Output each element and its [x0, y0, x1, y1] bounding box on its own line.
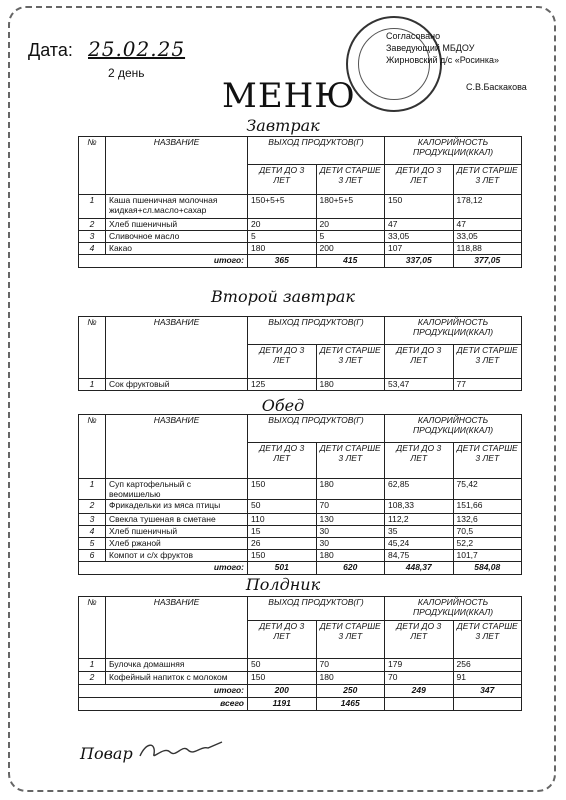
row-kcal-under3: 33,05	[385, 231, 454, 243]
row-output-under3: 5	[248, 231, 317, 243]
row-no: 2	[79, 672, 106, 685]
approval-block	[386, 30, 499, 66]
row-output-under3: 125	[248, 379, 317, 391]
table-row	[79, 231, 522, 243]
col-name: НАЗВАНИЕ	[106, 137, 248, 195]
table-row	[79, 195, 522, 219]
section-title-lunch: Обед	[261, 396, 305, 415]
row-name: Хлеб ржаной	[106, 538, 248, 550]
row-kcal-under3: 70	[385, 672, 454, 685]
total-kcal-under3: 249	[385, 685, 454, 698]
col-over3: ДЕТИ СТАРШЕ 3 ЛЕТ	[316, 621, 385, 659]
grand-total-under3: 1191	[248, 698, 317, 711]
row-output-under3: 15	[248, 526, 317, 538]
table-row	[79, 659, 522, 672]
col-over3: ДЕТИ СТАРШЕ 3 ЛЕТ	[453, 165, 522, 195]
row-output-under3: 150	[248, 672, 317, 685]
col-no: №	[79, 597, 106, 659]
table-row	[79, 672, 522, 685]
row-output-over3: 30	[316, 526, 385, 538]
row-output-under3: 150	[248, 550, 317, 562]
col-under3: ДЕТИ ДО 3 ЛЕТ	[248, 345, 317, 379]
total-output-under3: 365	[248, 255, 317, 268]
row-kcal-under3: 35	[385, 526, 454, 538]
row-kcal-over3: 101,7	[453, 550, 522, 562]
approve-line: Согласовано	[386, 31, 441, 41]
row-kcal-over3: 75,42	[453, 479, 522, 500]
total-output-under3: 501	[248, 562, 317, 575]
section-title-second-breakfast: Второй завтрак	[211, 287, 355, 306]
row-name: Сок фруктовый	[106, 379, 248, 391]
row-kcal-over3: 256	[453, 659, 522, 672]
row-no: 3	[79, 514, 106, 526]
row-name: Какао	[106, 243, 248, 255]
row-kcal-under3: 107	[385, 243, 454, 255]
row-kcal-over3: 70,5	[453, 526, 522, 538]
cook-label: Повар	[80, 744, 133, 763]
col-under3: ДЕТИ ДО 3 ЛЕТ	[385, 345, 454, 379]
total-output-under3: 200	[248, 685, 317, 698]
row-kcal-under3: 62,85	[385, 479, 454, 500]
cook-signature	[136, 738, 226, 762]
col-over3: ДЕТИ СТАРШЕ 3 ЛЕТ	[316, 345, 385, 379]
row-kcal-under3: 150	[385, 195, 454, 219]
total-output-over3: 415	[316, 255, 385, 268]
row-output-under3: 180	[248, 243, 317, 255]
total-label: итого:	[79, 685, 248, 698]
col-calories: КАЛОРИЙНОСТЬ ПРОДУКЦИИ(ККАЛ)	[385, 415, 522, 443]
table-row	[79, 479, 522, 500]
approver-name: С.В.Баскакова	[466, 82, 527, 92]
row-name: Хлеб пшеничный	[106, 219, 248, 231]
row-output-under3: 110	[248, 514, 317, 526]
row-name: Свекла тушеная в сметане	[106, 514, 248, 526]
row-name: Фрикадельки из мяса птицы	[106, 500, 248, 514]
row-kcal-under3: 47	[385, 219, 454, 231]
row-output-over3: 180+5+5	[316, 195, 385, 219]
row-kcal-under3: 53,47	[385, 379, 454, 391]
row-output-under3: 26	[248, 538, 317, 550]
row-no: 4	[79, 243, 106, 255]
row-kcal-under3: 45,24	[385, 538, 454, 550]
grand-total-over3: 1465	[316, 698, 385, 711]
row-kcal-under3: 108,33	[385, 500, 454, 514]
breakfast-total-row	[79, 255, 522, 268]
row-no: 2	[79, 219, 106, 231]
row-name: Компот и с/х фруктов	[106, 550, 248, 562]
row-output-over3: 70	[316, 659, 385, 672]
col-calories: КАЛОРИЙНОСТЬ ПРОДУКЦИИ(ККАЛ)	[385, 597, 522, 621]
approve-line: Жирновский д/с «Росинка»	[386, 55, 500, 65]
table-row	[79, 550, 522, 562]
row-name: Кофейный напиток с молоком	[106, 672, 248, 685]
row-output-under3: 50	[248, 659, 317, 672]
table-row	[79, 514, 522, 526]
row-kcal-over3: 33,05	[453, 231, 522, 243]
col-no: №	[79, 137, 106, 195]
table-row	[79, 538, 522, 550]
col-output: ВЫХОД ПРОДУКТОВ(Г)	[248, 415, 385, 443]
row-name: Хлеб пшеничный	[106, 526, 248, 538]
table-row	[79, 526, 522, 538]
breakfast-rows	[79, 195, 522, 255]
lunch-table	[78, 414, 522, 575]
row-output-under3: 50	[248, 500, 317, 514]
second-breakfast-table	[78, 316, 522, 391]
row-no: 3	[79, 231, 106, 243]
total-kcal-under3: 448,37	[385, 562, 454, 575]
row-kcal-over3: 91	[453, 672, 522, 685]
row-output-under3: 150+5+5	[248, 195, 317, 219]
snack-rows	[79, 659, 522, 685]
total-kcal-over3: 584,08	[453, 562, 522, 575]
table-row	[79, 219, 522, 231]
row-kcal-over3: 77	[453, 379, 522, 391]
section-title-breakfast: Завтрак	[246, 116, 320, 135]
total-kcal-under3: 337,05	[385, 255, 454, 268]
snack-total-row	[79, 685, 522, 698]
row-output-over3: 5	[316, 231, 385, 243]
col-output: ВЫХОД ПРОДУКТОВ(Г)	[248, 317, 385, 345]
page-title: МЕНЮ	[222, 76, 356, 116]
grand-total-empty	[385, 698, 454, 711]
breakfast-table	[78, 136, 522, 268]
col-name: НАЗВАНИЕ	[106, 317, 248, 379]
row-no: 1	[79, 659, 106, 672]
row-no: 1	[79, 479, 106, 500]
snack-table	[78, 596, 522, 711]
col-calories: КАЛОРИЙНОСТЬ ПРОДУКЦИИ(ККАЛ)	[385, 137, 522, 165]
col-over3: ДЕТИ СТАРШЕ 3 ЛЕТ	[453, 443, 522, 479]
row-output-under3: 20	[248, 219, 317, 231]
col-over3: ДЕТИ СТАРШЕ 3 ЛЕТ	[453, 621, 522, 659]
section-title-snack: Полдник	[245, 575, 321, 594]
grand-total-row	[79, 698, 522, 711]
total-label: итого:	[79, 255, 248, 268]
row-kcal-over3: 151,66	[453, 500, 522, 514]
row-no: 1	[79, 379, 106, 391]
row-kcal-over3: 118,88	[453, 243, 522, 255]
row-no: 2	[79, 500, 106, 514]
row-output-under3: 150	[248, 479, 317, 500]
row-no: 1	[79, 195, 106, 219]
row-output-over3: 70	[316, 500, 385, 514]
row-kcal-over3: 52,2	[453, 538, 522, 550]
col-under3: ДЕТИ ДО 3 ЛЕТ	[385, 621, 454, 659]
col-under3: ДЕТИ ДО 3 ЛЕТ	[385, 443, 454, 479]
row-output-over3: 30	[316, 538, 385, 550]
row-kcal-over3: 132,6	[453, 514, 522, 526]
date-value: 25.02.25	[88, 37, 186, 61]
col-no: №	[79, 317, 106, 379]
col-under3: ДЕТИ ДО 3 ЛЕТ	[248, 165, 317, 195]
row-name: Булочка домашняя	[106, 659, 248, 672]
row-no: 6	[79, 550, 106, 562]
grand-total-label: всего	[79, 698, 248, 711]
row-no: 5	[79, 538, 106, 550]
row-kcal-over3: 47	[453, 219, 522, 231]
row-output-over3: 180	[316, 550, 385, 562]
total-kcal-over3: 347	[453, 685, 522, 698]
row-output-over3: 200	[316, 243, 385, 255]
row-output-over3: 180	[316, 672, 385, 685]
total-label: итого:	[79, 562, 248, 575]
col-calories: КАЛОРИЙНОСТЬ ПРОДУКЦИИ(ККАЛ)	[385, 317, 522, 345]
total-output-over3: 620	[316, 562, 385, 575]
total-output-over3: 250	[316, 685, 385, 698]
row-output-over3: 180	[316, 479, 385, 500]
row-name: Суп картофельный с веомишелью	[106, 479, 248, 500]
lunch-rows	[79, 479, 522, 562]
total-kcal-over3: 377,05	[453, 255, 522, 268]
day-label: 2 день	[108, 66, 145, 80]
row-name: Сливочное масло	[106, 231, 248, 243]
table-row	[79, 243, 522, 255]
col-name: НАЗВАНИЕ	[106, 415, 248, 479]
second-breakfast-rows	[79, 379, 522, 391]
col-under3: ДЕТИ ДО 3 ЛЕТ	[248, 621, 317, 659]
row-no: 4	[79, 526, 106, 538]
col-name: НАЗВАНИЕ	[106, 597, 248, 659]
row-name: Каша пшеничная молочная жидкая+сл.масло+сахар	[106, 195, 248, 219]
row-kcal-under3: 179	[385, 659, 454, 672]
row-output-over3: 20	[316, 219, 385, 231]
row-output-over3: 130	[316, 514, 385, 526]
col-output: ВЫХОД ПРОДУКТОВ(Г)	[248, 137, 385, 165]
table-row	[79, 379, 522, 391]
date-label: Дата:	[28, 40, 73, 60]
col-over3: ДЕТИ СТАРШЕ 3 ЛЕТ	[316, 443, 385, 479]
col-no: №	[79, 415, 106, 479]
col-over3: ДЕТИ СТАРШЕ 3 ЛЕТ	[316, 165, 385, 195]
col-output: ВЫХОД ПРОДУКТОВ(Г)	[248, 597, 385, 621]
lunch-total-row	[79, 562, 522, 575]
col-under3: ДЕТИ ДО 3 ЛЕТ	[385, 165, 454, 195]
row-kcal-over3: 178,12	[453, 195, 522, 219]
table-row	[79, 500, 522, 514]
row-kcal-under3: 112,2	[385, 514, 454, 526]
approve-line: Заведующий МБДОУ	[386, 43, 475, 53]
grand-total-empty	[453, 698, 522, 711]
row-kcal-under3: 84,75	[385, 550, 454, 562]
col-over3: ДЕТИ СТАРШЕ 3 ЛЕТ	[453, 345, 522, 379]
row-output-over3: 180	[316, 379, 385, 391]
col-under3: ДЕТИ ДО 3 ЛЕТ	[248, 443, 317, 479]
